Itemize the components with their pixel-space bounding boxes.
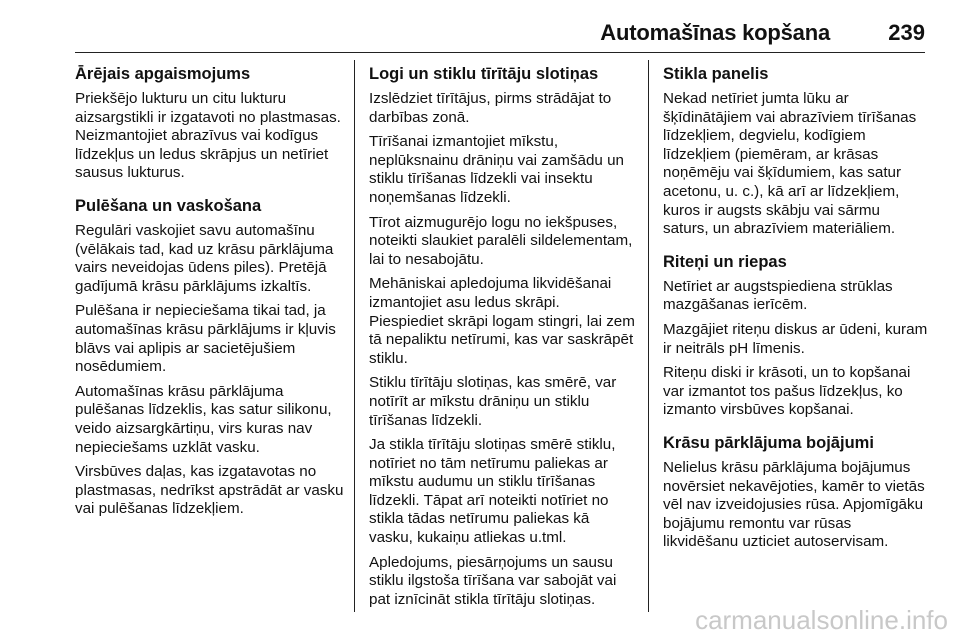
paragraph: Mazgājiet riteņu diskus ar ūdeni, kuram ir neitrāls pH līmenis. bbox=[663, 320, 928, 357]
paragraph: Apledojums, piesārņojums un sausu stiklu ilgstoša tīrīšana var sabojāt vai pat iznīcināt stikla tīrītāju slotiņas. bbox=[369, 553, 617, 608]
section-heading-windows-wipers: Logi un stiklu tīrītāju slotiņas bbox=[369, 65, 599, 83]
paragraph: Tīrīšanai izmantojiet mīkstu, neplūksnainu drāniņu vai zamšādu un stiklu tīrīšanas līdzekli vai insektu noņemšanas līdzekli. bbox=[369, 133, 624, 206]
section-heading-glass-panel: Stikla panelis bbox=[663, 65, 769, 83]
page-header bbox=[75, 0, 925, 60]
paragraph: Virsbūves daļas, kas izgatavotas no plastmasas, nedrīkst apstrādāt ar vasku vai pulēšanas līdzekļiem. bbox=[75, 463, 344, 518]
section-heading-exterior-lighting: Ārējais apgaismojums bbox=[75, 65, 251, 83]
paragraph: Riteņu diski ir krāsoti, un to kopšanai var izmantot tos pašus līdzekļus, ko izmanto virsbūves kopšanai. bbox=[663, 364, 911, 419]
header-title: Automašīnas kopšana bbox=[600, 20, 830, 45]
paragraph: Izslēdziet tīrītājus, pirms strādājat to darbības zonā. bbox=[369, 90, 612, 126]
header-rule bbox=[75, 52, 925, 53]
paragraph: Nelielus krāsu pārklājuma bojājumus novērsiet nekavējoties, kamēr to vietās vēl nav izveidojusies rūsa. Apjomīgāku bojājumu remontu var rūsas likvidēšanu uzticiet autoservisam. bbox=[663, 458, 925, 551]
paragraph: Tīrot aizmugurējo logu no iekšpuses, noteikti slaukiet paralēli sildelementam, lai to nesabojātu. bbox=[369, 213, 633, 268]
paragraph: Ja stikla tīrītāju slotiņas smērē stiklu, notīriet no tām netīrumu paliekas ar mīkstu audumu un stiklu tīrīšanas līdzekli. Tāpat arī noteikti notīriet no stikla tādas netīrumu paliekas kā vasku, kukaiņu atliekas u.tml. bbox=[369, 436, 616, 547]
page-number: 239 bbox=[888, 20, 925, 45]
paragraph: Pulēšana ir nepieciešama tikai tad, ja automašīnas krāsu pārklājums ir kļuvis blāvs vai aplipis ar sacietējušiem nosēdumiem. bbox=[75, 302, 336, 376]
paragraph: Mehāniskai apledojuma likvidēšanai izmantojiet asu ledus skrāpi. Piespiediet skrāpi logam stingri, lai zem tā nepaliktu netīrumi, kas var saskrāpēt stiklu. bbox=[369, 275, 635, 367]
paragraph: Stiklu tīrītāju slotiņas, kas smērē, var notīrīt ar mīkstu drāniņu un stiklu tīrīšanas līdzekli. bbox=[369, 374, 617, 429]
column-3 bbox=[663, 64, 929, 558]
section-heading-polishing-waxing: Pulēšana un vaskošana bbox=[75, 196, 262, 215]
column-1 bbox=[75, 64, 347, 525]
paragraph: Nekad netīriet jumta lūku ar šķīdinātājiem vai abrazīviem tīrīšanas līdzekļiem, degvielu, kodīgiem līdzekļiem (piemēram, ar krāsas noņēmēju vai šķīdumiem, kas satur acetonu, u. c.), kā arī ar līdzekļiem, kuros ir augsts skābju vai sārmu saturs, un abrazīviem materiāliem. bbox=[663, 90, 917, 238]
column-divider-2 bbox=[648, 60, 649, 612]
paragraph: Netīriet ar augstspiediena strūklas mazgāšanas ierīcēm. bbox=[663, 277, 893, 314]
column-divider-1 bbox=[354, 60, 355, 612]
paragraph: Automašīnas krāsu pārklājuma pulēšanas līdzeklis, kas satur silikonu, veido aizsargkārtiņu, virs kuras nav nepieciešams uzklāt vasku. bbox=[75, 382, 332, 456]
section-heading-paint-damage: Krāsu pārklājuma bojājumi bbox=[663, 433, 874, 452]
paragraph: Regulāri vaskojiet savu automašīnu (vēlākais tad, kad uz krāsu pārklājuma vairs neveidojas ūdens piles). Pretējā gadījumā krāsu pārklājums izkaltīs. bbox=[75, 221, 334, 295]
column-2 bbox=[369, 64, 635, 615]
paragraph: Priekšējo lukturu un citu lukturu aizsargstikli ir izgatavoti no plastmasas. Neizmantojiet abrazīvus vai kodīgus līdzekļus un ledus skrāpjus un netīriet sausus lukturus. bbox=[75, 90, 341, 182]
section-heading-wheels-tyres: Riteņi un riepas bbox=[663, 252, 787, 271]
watermark: carmanualsonline.info bbox=[695, 605, 948, 635]
